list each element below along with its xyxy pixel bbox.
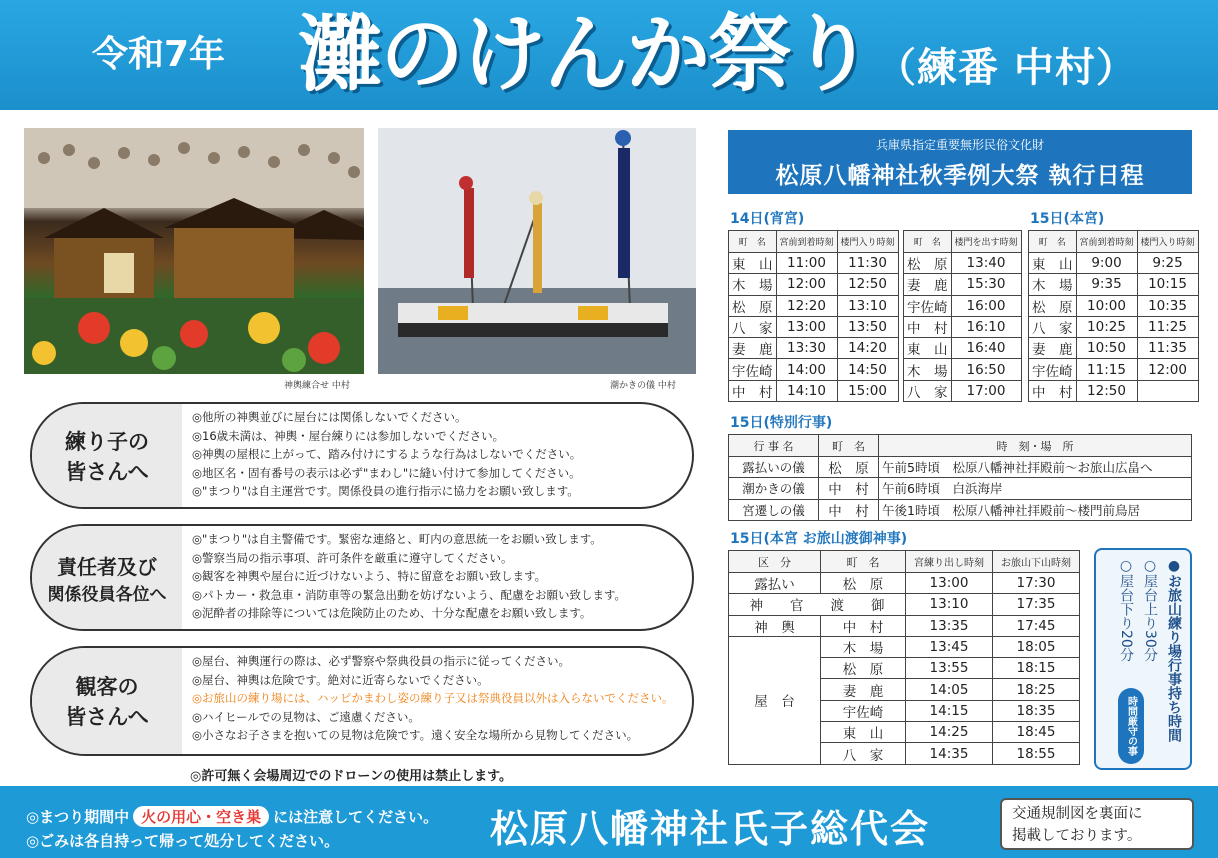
- guidance-participants: [30, 402, 694, 509]
- guidance-spectators: [30, 646, 694, 756]
- mikoshi-photo: [24, 128, 364, 374]
- time-cell: 14:10: [776, 380, 837, 401]
- time-cell: 15:30: [951, 274, 1021, 295]
- guidance-lines: ◎他所の神輿並びに屋台には関係しないでください。 ◎16歳未満は、神輿・屋台練りには参加しないでください。 ◎神輿の屋根に上がって、踏み付けにするような行為はしないでください。 ◎地区名・固有番号の表示は必ず"まわし"に縫い付けて参加してください。 ◎"まつり"は自主運営です。関係役員の進行指示に協力をお願い致します。: [192, 410, 582, 499]
- town-cell: 八 家: [1029, 316, 1077, 337]
- special-table: 行 事 名 町 名 時 刻・場 所 露払いの儀 松 原 午前5時頃 松原八幡神社拝殿前～お旅山広畠へ 潮かきの儀 中 村 午前6時頃 白浜海岸 宮遷しの儀 中 村 午後1時頃 松原八幡神社拝殿前～楼門前鳥居: [728, 434, 1192, 521]
- town-cell: 八 家: [729, 316, 777, 337]
- drone-notice: ◎許可無く会場周辺でのドローンの使用は禁止します。: [190, 769, 513, 784]
- time-cell: 10:50: [1076, 338, 1137, 359]
- guidance-lines: ◎屋台、神輿運行の際は、必ず警察や祭典役員の指示に従ってください。 ◎屋台、神輿は危険です。絶対に近寄らないでください。 ◎お旅山の練り場には、ハッピかまわし姿の練り子又は祭典役員以外は入らないでください。 ◎ハイヒールでの見物は、ご遠慮ください。 ◎小さなお子さまを抱いての見物は危険です。遠く安全な場所から見物してください。: [192, 654, 674, 743]
- yatai-label: 屋 台: [729, 636, 821, 764]
- time-cell: 13:10: [837, 295, 898, 316]
- organizer-name: 松原八幡神社氏子総代会: [490, 806, 931, 851]
- table-row: [729, 499, 1192, 520]
- town-cell: 八 家: [904, 380, 952, 401]
- time-cell: 16:50: [951, 359, 1021, 380]
- town-cell: 露払いの儀: [729, 457, 819, 478]
- time-cell: 12:00: [776, 274, 837, 295]
- time-cell: 午前5時頃 松原八幡神社拝殿前～お旅山広畠へ: [879, 457, 1192, 478]
- time-cell: 10:15: [1137, 274, 1198, 295]
- time-cell: 15:00: [837, 380, 898, 401]
- table-row: [729, 478, 1192, 499]
- town-cell: 八 家: [821, 743, 906, 764]
- town-cell: 宇佐崎: [1029, 359, 1077, 380]
- guidance-label: 責任者及び 関係役員各位へ: [32, 526, 182, 629]
- time-cell: 16:40: [951, 338, 1021, 359]
- time-cell: 12:50: [1076, 380, 1137, 401]
- town-cell: 妻 鹿: [821, 679, 906, 700]
- time-cell: 14:15: [906, 700, 993, 721]
- day14-title: 14日(宵宮): [730, 211, 805, 227]
- time-cell: 18:55: [993, 743, 1080, 764]
- time-cell: 16:10: [951, 316, 1021, 337]
- town-cell: 宇佐崎: [729, 359, 777, 380]
- time-cell: 11:00: [776, 253, 837, 274]
- table-row: [1029, 295, 1199, 316]
- time-cell: 13:50: [837, 316, 898, 337]
- table-row: [904, 359, 1022, 380]
- otabi-table: 区 分 町 名 宮練り出し時刻 お旅山下山時刻 露払い 松 原 13:00 17:30 神 官 渡 御 13:10 17:35 神 輿 中 村 13:35 17:45 屋 台 木 場 13:45 18:05 松 原 13:55 18:15 妻 鹿 14:05 18:25 宇佐崎 14:15 18:35 東 山 14:25 18:45 八 家 14:35 18:55: [728, 550, 1080, 765]
- time-cell: 14:50: [837, 359, 898, 380]
- header-subtitle: （練番 中村）: [876, 45, 1137, 91]
- time-cell: 14:25: [906, 722, 993, 743]
- shiokaki-photo: [378, 128, 696, 374]
- day15-table: 町 名 宮前到着時刻 楼門入り時刻 東 山 9:00 9:25 木 場 9:35 10:15 松 原 10:00 10:35 八 家 10:25 11:25 妻 鹿 10:50 11:35 宇佐崎 11:15 12:00 中 村 12:50: [1028, 230, 1199, 402]
- town-cell: 妻 鹿: [1029, 338, 1077, 359]
- time-cell: 13:45: [906, 636, 993, 657]
- time-cell: 13:55: [906, 658, 993, 679]
- town-cell: 松 原: [1029, 295, 1077, 316]
- time-cell: 16:00: [951, 295, 1021, 316]
- town-cell: 松 原: [821, 658, 906, 679]
- time-cell: 11:15: [1076, 359, 1137, 380]
- table-row: [904, 380, 1022, 401]
- guidance-label: 観客の 皆さんへ: [32, 648, 182, 754]
- time-cell: 18:15: [993, 658, 1080, 679]
- photo1-caption: 神輿練合せ 中村: [284, 381, 350, 391]
- time-cell: 10:35: [1137, 295, 1198, 316]
- table-row: [904, 338, 1022, 359]
- photo2-caption: 潮かきの儀 中村: [610, 381, 676, 391]
- time-cell: 14:00: [776, 359, 837, 380]
- table-row: [729, 316, 899, 337]
- time-cell: 14:20: [837, 338, 898, 359]
- table-row: [729, 295, 899, 316]
- table-row: [1029, 274, 1199, 295]
- town-cell: 中 村: [729, 380, 777, 401]
- table-row: [729, 359, 899, 380]
- town-cell: 東 山: [821, 722, 906, 743]
- footer-banner: [0, 786, 1218, 858]
- day14-table: 町 名 宮前到着時刻 楼門入り時刻 東 山 11:00 11:30 木 場 12:00 12:50 松 原 12:20 13:10 八 家 13:00 13:50 妻 鹿 13:30 14:20 宇佐崎 14:00 14:50 中 村 14:10 15:00: [728, 230, 899, 402]
- table-row: [904, 274, 1022, 295]
- table-row: [1029, 380, 1199, 401]
- special-title: 15日(特別行事): [730, 415, 833, 431]
- table-row: [729, 253, 899, 274]
- garbage-notice: ◎ごみは各自持って帰って処分してください。: [26, 832, 340, 850]
- time-cell: 18:35: [993, 700, 1080, 721]
- town-cell: 宮遷しの儀: [729, 499, 819, 520]
- town-cell: 妻 鹿: [904, 274, 952, 295]
- time-cell: 18:45: [993, 722, 1080, 743]
- town-cell: 妻 鹿: [729, 338, 777, 359]
- time-cell: 12:00: [1137, 359, 1198, 380]
- fire-badge: 火の用心・空き巣: [133, 806, 269, 827]
- table-row: [1029, 338, 1199, 359]
- time-cell: 12:20: [776, 295, 837, 316]
- fire-notice: ◎まつり期間中 火の用心・空き巣 には注意してください。: [26, 808, 439, 826]
- time-cell: 中 村: [819, 499, 879, 520]
- time-cell: [1137, 380, 1198, 401]
- otabi-title: 15日(本宮 お旅山渡御神事): [730, 531, 908, 547]
- header-banner: [0, 0, 1218, 110]
- town-cell: 中 村: [1029, 380, 1077, 401]
- time-cell: 9:35: [1076, 274, 1137, 295]
- time-cell: 午後1時頃 松原八幡神社拝殿前～楼門前鳥居: [879, 499, 1192, 520]
- time-cell: 9:00: [1076, 253, 1137, 274]
- time-cell: 17:00: [951, 380, 1021, 401]
- guidance-officials: [30, 524, 694, 631]
- time-cell: 松 原: [819, 457, 879, 478]
- time-cell: 13:40: [951, 253, 1021, 274]
- table-row: [729, 380, 899, 401]
- table-row: [729, 274, 899, 295]
- day14-exit-table: 町 名 楼門を出す時刻 松 原 13:40 妻 鹿 15:30 宇佐崎 16:00 中 村 16:10 東 山 16:40 木 場 16:50 八 家 17:00: [903, 230, 1022, 402]
- time-cell: 10:25: [1076, 316, 1137, 337]
- time-cell: 9:25: [1137, 253, 1198, 274]
- header-year: 令和7年: [92, 34, 226, 75]
- time-cell: 13:30: [776, 338, 837, 359]
- town-cell: 木 場: [904, 359, 952, 380]
- time-cell: 14:35: [906, 743, 993, 764]
- table-row: [729, 457, 1192, 478]
- table-row: [729, 636, 1080, 657]
- table-row: [729, 338, 899, 359]
- town-cell: 中 村: [904, 316, 952, 337]
- time-cell: 中 村: [819, 478, 879, 499]
- time-cell: 午前6時頃 白浜海岸: [879, 478, 1192, 499]
- town-cell: 東 山: [1029, 253, 1077, 274]
- table-row: [1029, 359, 1199, 380]
- time-cell: 18:25: [993, 679, 1080, 700]
- town-cell: 木 場: [821, 636, 906, 657]
- day15-title: 15日(本宮): [1030, 211, 1105, 227]
- town-cell: 東 山: [729, 253, 777, 274]
- town-cell: 松 原: [904, 253, 952, 274]
- time-cell: 11:30: [837, 253, 898, 274]
- table-row: [904, 295, 1022, 316]
- traffic-notice: 交通規制図を裏面に 掲載しております。: [1000, 798, 1194, 850]
- town-cell: 木 場: [729, 274, 777, 295]
- schedule-subtitle: 兵庫県指定重要無形民俗文化財: [875, 138, 1044, 152]
- table-row: [1029, 316, 1199, 337]
- schedule-banner: [728, 130, 1192, 194]
- table-row: [904, 316, 1022, 337]
- town-cell: 潮かきの儀: [729, 478, 819, 499]
- time-cell: 11:25: [1137, 316, 1198, 337]
- time-cell: 13:00: [776, 316, 837, 337]
- guidance-lines: ◎"まつり"は自主警備です。緊密な連絡と、町内の意思統一をお願い致します。 ◎警察当局の指示事項、許可条件を厳重に遵守してください。 ◎観客を神輿や屋台に近づけないよう、特に留意をお願い致します。 ◎パトカー・救急車・消防車等の緊急出動を妨げないよう、配慮をお願い致します。 ◎泥酔者の排除等については危険防止のため、十分な配慮をお願い致します。: [192, 532, 627, 621]
- town-cell: 東 山: [904, 338, 952, 359]
- town-cell: 木 場: [1029, 274, 1077, 295]
- time-cell: 11:35: [1137, 338, 1198, 359]
- time-cell: 14:05: [906, 679, 993, 700]
- table-row: [904, 253, 1022, 274]
- town-cell: 宇佐崎: [821, 700, 906, 721]
- guidance-label: 練り子の 皆さんへ: [32, 404, 182, 507]
- time-cell: 10:00: [1076, 295, 1137, 316]
- town-cell: 松 原: [729, 295, 777, 316]
- time-cell: 12:50: [837, 274, 898, 295]
- town-cell: 宇佐崎: [904, 295, 952, 316]
- otabi-time-note: ●お旅山練り場行事持ち時間 ○屋台上り30分 ○屋台下り20分 時間厳守の事: [1094, 548, 1192, 770]
- table-row: [1029, 253, 1199, 274]
- time-cell: 18:05: [993, 636, 1080, 657]
- time-strict-badge: 時間厳守の事: [1118, 688, 1144, 764]
- header-title: 灘のけんか祭り: [298, 4, 873, 103]
- schedule-title: 松原八幡神社秋季例大祭 執行日程: [775, 163, 1145, 189]
